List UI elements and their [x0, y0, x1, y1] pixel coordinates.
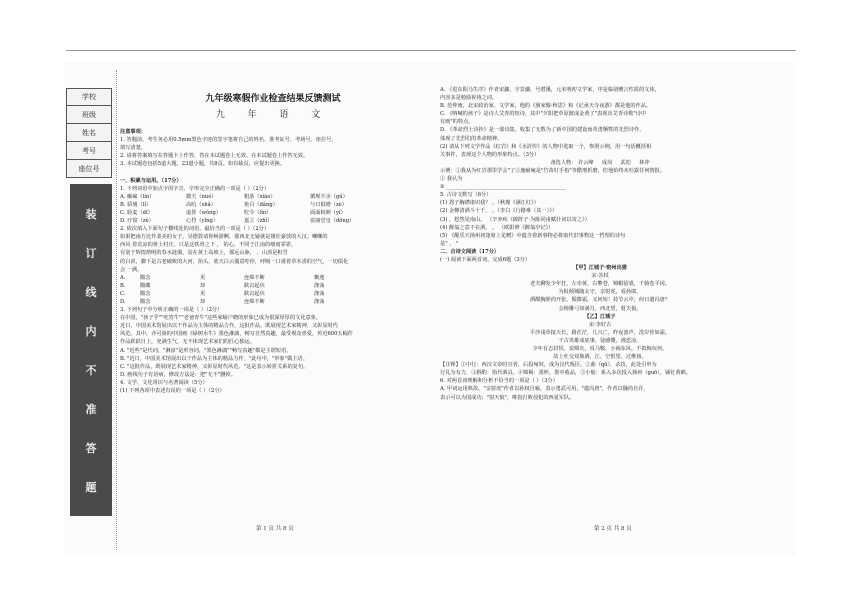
option-line: B. "近日，中国美术馆展出以干作品为主体的精品力作，"此句中，"形象"做主语。: [120, 355, 308, 362]
passage-line: 作品跃跃日上，充满生气，无不体现艺术家们的匠心独运。: [120, 339, 255, 346]
info-field-class[interactable]: 班级: [66, 106, 112, 124]
seal-char: 题: [85, 480, 97, 494]
recitation-line: (1) 怨子胸襟诸识我？ 。（秋瑾《满江红》）: [440, 200, 539, 207]
option-cell: 更: [200, 290, 206, 297]
poem-line: 故上吐交双瓶酒，江，空恨望，过维扬。: [553, 354, 647, 361]
option-cell: 富丽堂皇（dōng）: [310, 218, 355, 225]
section-heading: 一、积累与运用。（17分）: [120, 177, 182, 184]
notice-line: 1. 答题前，考生务必用0.5mm黑色字迹的签字笔将自己的姓名、准考证号、考场号、座位号、: [120, 137, 337, 144]
answer-line-2[interactable]: ② ______________________________________________: [440, 184, 566, 191]
option-cell: C. 脸麦（dǐ）: [120, 209, 153, 216]
poem-line: 会挽雕弓如满月，西北望，射天狼。: [558, 305, 642, 312]
names-label: 备选人物：: [550, 159, 577, 166]
seal-band: [70, 184, 112, 516]
question-1: 1. 下列词语中加点字的字音、字形完全正确的一项是（ ）（2分）: [120, 185, 270, 192]
passage-line: 西风 着荒凉的黄土村庄，只是这铁骨之下 ， 的心，不同于江南的细雨霏霏，: [120, 242, 297, 249]
option-cell: 瞄藏: [140, 282, 151, 289]
candidate-name: 许云峰: [578, 159, 594, 166]
option-cell: D.: [120, 298, 126, 305]
option-line: A. "近些"是代词，"淋淳"是形容词，"墨色淋漓""畅写真趣"都是主谓短语。: [120, 347, 292, 354]
recitation-line: (5) 《醒乐天扬州初逢席上见赠》中蕴含着新事物必将取代旧事物这一哲理的诗句: [440, 232, 626, 239]
option-cell: 跌宕起伏: [244, 282, 265, 289]
option-cell: 涤荡: [314, 282, 325, 289]
option-line: A. 《进东阳马生序》作者宋濂，字景濂，号潜溪，元末明初文学家，序是临别赠言性质的文体，: [440, 87, 660, 93]
candidate-name: 成岗: [601, 159, 613, 166]
recitation-line: (2) 金樽清酒斗十千， 。（李白《行路难（其一）》）: [440, 208, 557, 215]
info-field-name[interactable]: 姓名: [66, 124, 112, 142]
option-cell: 虚挥（wǒng）: [186, 209, 221, 216]
option-cell: 瞄念: [140, 298, 151, 305]
recitation-line: (3) ，悠然见南山。 （辛弃疾《破阵子·为陈同甫赋壮词以寄之》）: [440, 216, 590, 223]
question-4: 4. 文学、文化常识与名著阅读（5分）: [120, 379, 208, 386]
option-cell: B. 骄璃（lǐ）: [120, 201, 152, 208]
question-6: 6. 对两首词理解和分析不恰当的一项是（ ）（3分）: [440, 378, 558, 385]
passage-line: 风范。其中，齐可染的中国画《绿树水牛》墨色淋漓，畅写自然真趣，最受观众喜爱，传近600五幅件: [120, 331, 353, 338]
option-cell: 心狩（yǐng）: [186, 218, 219, 225]
option-cell: 连绵不断: [244, 298, 265, 305]
binding-dotted-line: [116, 70, 117, 550]
option-cell: 与日俱增（zè）: [310, 201, 347, 208]
option-line: 表示可以为国成功；"射天狼"，唯指打败侵犯的西夏军队。: [440, 394, 575, 401]
option-cell: C.: [120, 290, 126, 297]
poem-1-title: 【甲】江城子·密州出猎: [573, 265, 627, 272]
seal-char: 线: [85, 285, 97, 299]
notice-line: 填写清楚。: [120, 145, 146, 152]
option-cell: 却: [200, 298, 206, 305]
notice-line: 2. 请将答案填写在答题卡上作答，答在本试题卷上无效。在本试题卷上作答无效。: [120, 153, 309, 160]
answer-line-1[interactable]: ① 我认为: [440, 176, 463, 183]
option-cell: B.: [120, 282, 126, 289]
passage-line: 会 一满。: [120, 266, 143, 273]
option-cell: 涤荡: [314, 298, 325, 305]
option-cell: 瞄念: [140, 290, 151, 297]
candidate-name: 武松: [620, 159, 631, 166]
option-cell: 高吭（shǎ）: [186, 201, 216, 208]
option-cell: 吃令（lǐn）: [244, 209, 272, 216]
poem-line: 为报倾城随太守，亲射虎，看孙郎。: [558, 289, 642, 296]
option-cell: 连绵不断: [244, 274, 265, 281]
question-4-2: (2) 请从下列文学作品《红岩》和《水浒传》的人物中选取一个，参照示例，用一句话概括相: [440, 143, 652, 150]
info-field-school[interactable]: 学校: [66, 88, 112, 106]
option-cell: D. 疗窗（zè）: [120, 218, 154, 225]
option-cell: 涤荡: [314, 290, 325, 297]
option-cell: 却: [200, 282, 206, 289]
page-number: 第 1 页 共 8 页: [256, 526, 294, 532]
subsection-heading: (一) 阅读下面两首词，完成6题（3分）: [440, 256, 531, 263]
candidate-name: 林冲: [639, 159, 650, 166]
section-heading: 二、古诗文阅读（17分）: [440, 248, 500, 255]
poem-2-title: 【乙】江城子: [584, 313, 616, 320]
option-line: 内容多是勉励祝祷之词。: [440, 95, 498, 102]
option-cell: A. 癫痫（lín）: [120, 193, 155, 200]
binding-strip: [66, 88, 112, 528]
example-line: 示例：①我从为红岩那里学会"了②施耐庵是"竹苗钉手指"等酷刑折磨，但他始终未吐露任何情报。: [440, 167, 666, 174]
option-cell: A.: [120, 274, 126, 281]
poem-line: 少年有志封侯，说锦衣，说马鞍，小袖东风，不拟悔玩何。: [532, 346, 668, 352]
page-number: 第 2 页 共 8 页: [594, 526, 632, 532]
notes-line: 【注释】①中行：西汉文帝时宣者，后投匈奴，成为汉代叛臣。②曲（qū），杀技，此处引申为: [440, 362, 657, 369]
top-rule: [66, 50, 796, 51]
option-cell: 嘉立（zhǐ）: [244, 218, 273, 225]
option-line: 有画"的特点。: [440, 119, 474, 126]
info-field-exam-number[interactable]: 考号: [66, 142, 112, 160]
student-info-table: [66, 88, 112, 178]
poem-line: 千古英雄成底事，徒感慨，漫悲凉。: [558, 337, 642, 344]
notice-heading: 注意事项：: [120, 129, 146, 135]
notes-line: 行礼为有力，③斟酌：指代酒具。④锦褐：墨杯，墨中收品，⑤小船：系入多次投入扬州（guō），铺钉黄鹤。: [440, 370, 691, 377]
seal-char: 装: [85, 207, 97, 221]
passage-line: 有别于辉煌熔明的春水涟漪，站在黄土高坡上，那远山脉， ，山顶是积雪: [120, 250, 288, 257]
candidate-names-row: [440, 159, 760, 167]
poem-line: 酒酣胸胆尚开张，鬓微霜，又何妨！持节云中，何日遣冯唐？: [529, 297, 671, 304]
exam-title: 九年级寒假作业检查结果反馈测试: [205, 94, 341, 104]
question-3: 3. 下列句子中分析正确的一项是（ ）（2分）: [120, 307, 223, 314]
passage-line: 的白顶，脚下是古老破败的大河，抬头，蓝天白云僵意吁停，呼吸一口谁着草木香的空气，一切俱化: [120, 258, 349, 265]
seal-char: 订: [85, 246, 97, 260]
page-2-column: [440, 86, 760, 532]
option-cell: 艳白（dǎng）: [244, 201, 278, 208]
seal-char: 内: [85, 324, 97, 338]
option-line: B. 范仲淹，北宋政治家、文学家，他的《渔家傲·秋思》和《记承天寺夜游》都是他的作品。: [440, 103, 652, 110]
question-4-1: (1) 下列各项中表述有误的一项是（ ）（2分）: [120, 388, 225, 394]
question-5: 5. 古诗文默写（6分）: [440, 192, 492, 199]
poem-line: 老夫聊发少年狂，左牵黄，右擎苍，锦帽貂裘，千骑卷平冈。: [529, 281, 671, 288]
seal-char: 准: [85, 402, 97, 416]
question-2: 2. 依次填入下面句子横线处的词语，最恰当的一项是（ ）（2分）: [120, 226, 270, 233]
question-1-options: [120, 193, 426, 225]
option-cell: 更: [200, 274, 206, 281]
option-line: 体现了先烈们的革命精神。: [440, 135, 503, 142]
poem-2-author: 宋·李好古: [588, 321, 612, 328]
option-cell: 面面相颜（yǐ）: [310, 209, 346, 216]
option-cell: 瞄念: [140, 274, 151, 281]
option-line: C. 《呐喊的孩子》是诗人艾青的短诗，其中"夕阳把草原镀成金黄了"表现出艾青诗歌"诗中: [440, 111, 647, 118]
passage-line: 近日，中国美术馆展出以干作品为主体的精品力作，这批作品，既展现艺术家精神，又彰显时代: [120, 323, 338, 330]
passage-line: 在中国，"孩子乎""吃宵牛""老爸青牛"这些家喻户晓的形象已成为很深厚厚的文化意象，: [120, 315, 322, 322]
option-line: D. 《革命烈士诗抄》是一部诗集，收集了无数为了新中国的建设而英勇牺牲的先烈诗作，: [440, 127, 645, 134]
question-4-2-cont: 关事件，表现这个人物的形象特点。（3分）: [440, 151, 540, 158]
info-field-seat-number[interactable]: 座位号: [66, 160, 112, 178]
option-cell: 粗茶（xiāo）: [244, 193, 276, 200]
option-line: C. "这批作品，既展现艺术家精神，又彰显时代风范。"这是表示转折关系的复句。: [120, 363, 309, 370]
poem-line: 平沙浅草接天长，路茫茫，几兴亡，昨夜波声，洗岸骨如霜。: [529, 329, 671, 336]
option-cell: 循规不舍（gǔ）: [310, 193, 348, 200]
exam-subtitle: 九 年 语 文: [215, 110, 331, 120]
seal-char: 答: [85, 441, 97, 455]
option-line: A. 甲词运用典故，"亲射虎"作者以孙权自喻，表示勇武可用，"遣冯唐"，作者以魏尚自许，: [440, 386, 649, 393]
option-cell: 飘逸: [314, 274, 325, 281]
page-1-column: [120, 92, 426, 532]
option-line: D. 画线句子有语病，修改方法是：把"无不"删掉。: [120, 371, 236, 378]
recitation-line: (4) 醉翁之意不在酒， 。 （欧阳修《醉翁亭记》）: [440, 224, 554, 231]
seal-char: 不: [85, 363, 97, 377]
question-2-options: [120, 274, 426, 306]
passage-line: 如果把南方比作柔美的女子，吴德敦请你畅游啊，那西北无疑就是雄壮豪放的大汉。嘲嘲的: [120, 234, 328, 241]
poem-1-author: 宋·苏轼: [591, 273, 609, 280]
notice-line: 3. 本试题卷包括5道大题，23道小题，共8页。如有缺页，应提出更换。: [120, 161, 286, 168]
option-cell: 微夫（nuó）: [186, 193, 217, 200]
option-cell: 跌宕起伏: [244, 290, 265, 297]
recitation-line: 是" ， ": [440, 240, 459, 247]
